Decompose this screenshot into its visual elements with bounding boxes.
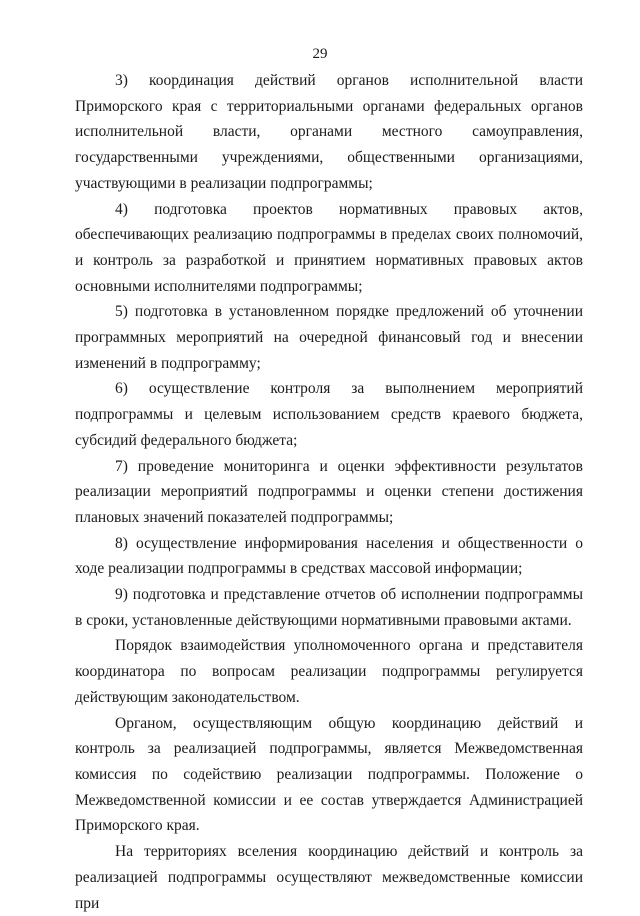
paragraph-item-3: 3) координация действий органов исполнительной власти Приморского края с территориальными органами федеральных органов исполнительной власти, органами местного самоуправления, государственными учреждениями, общественными организациями, участвующими в реализации подпрограммы;	[75, 72, 583, 192]
paragraph-item-4: 4) подготовка проектов нормативных правовых актов, обеспечивающих реализацию подпрограммы в пределах своих полномочий, и контроль за разработкой и принятием нормативных правовых актов основными исполнителями подпрограммы;	[75, 200, 583, 295]
page-number: 29	[312, 46, 328, 62]
paragraph-item-9: 9) подготовка и представление отчетов об исполнении подпрограммы в сроки, установленные действующими нормативными правовыми актами.	[75, 586, 583, 629]
paragraph-interaction-order: Порядок взаимодействия уполномоченного органа и представителя координатора по вопросам реализации подпрограммы регулируется действующим законодательством.	[75, 637, 583, 706]
paragraph-item-5: 5) подготовка в установленном порядке предложений об уточнении программных мероприятий на очередной финансовый год и внесении изменений в подпрограмму;	[75, 303, 583, 372]
paragraph-item-8: 8) осуществление информирования населения и общественности о ходе реализации подпрограммы в средствах массовой информации;	[75, 534, 583, 578]
paragraph-item-7: 7) проведение мониторинга и оценки эффективности результатов реализации мероприятий подпрограммы и оценки степени достижения плановых значений показателей подпрограммы;	[75, 457, 583, 526]
paragraph-resettlement-territories: На территориях вселения координацию действий и контроль за реализацией подпрограммы осуществляют межведомственные комиссии при	[75, 843, 583, 912]
document-body	[75, 68, 583, 916]
paragraph-interdepartmental-commission: Органом, осуществляющим общую координацию действий и контроль за реализацией подпрограммы, является Межведомственная комиссия по содействию реализации подпрограммы. Положение о Межведомственной комиссии и ее состав утверждается Администрацией Приморского края.	[75, 714, 583, 835]
paragraph-item-6: 6) осуществление контроля за выполнением мероприятий подпрограммы и целевым использованием средств краевого бюджета, субсидий федерального бюджета;	[75, 380, 583, 449]
